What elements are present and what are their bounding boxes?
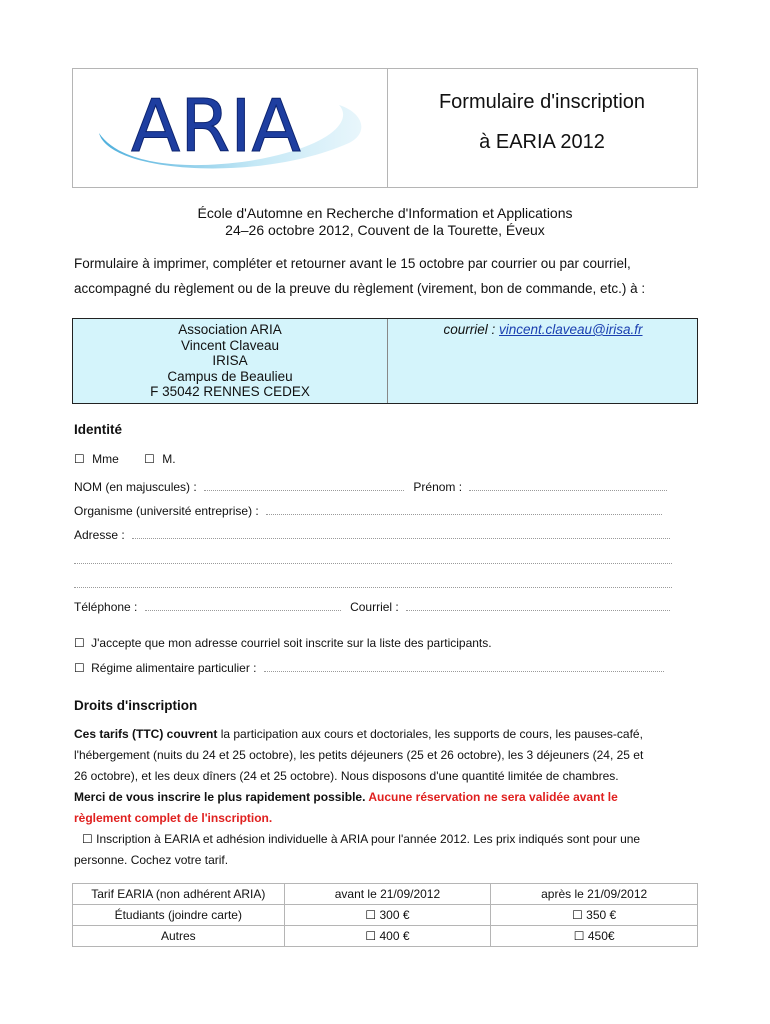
organisme-row: [74, 503, 662, 518]
address-line: Campus de Beaulieu: [167, 368, 293, 384]
email-label: courriel :: [443, 322, 499, 337]
regime-field[interactable]: [264, 660, 664, 672]
regime-label: Régime alimentaire particulier :: [91, 661, 257, 675]
address-line: IRISA: [212, 353, 248, 368]
table-header: après le 21/09/2012: [491, 884, 698, 905]
droits-p3: 26 octobre), et les deux dîners (24 et 25 octobre). Nous disposons d'une quantité limitée de chambres.: [74, 769, 619, 783]
adresse-label: Adresse :: [74, 528, 125, 542]
telephone-field[interactable]: [145, 599, 341, 611]
table-row: [73, 905, 698, 926]
adresse-field-line2[interactable]: [74, 563, 672, 564]
checkbox-mme[interactable]: ☐: [74, 452, 85, 466]
address-divider: [387, 319, 388, 403]
nom-label: NOM (en majuscules) :: [74, 480, 197, 494]
instructions-line2: accompagné du règlement ou de la preuve du règlement (virement, bon de commande, etc.) à :: [74, 281, 646, 296]
warning-text: Aucune réservation ne sera validée avant le: [365, 790, 618, 804]
regime-row: [74, 660, 664, 675]
address-line: Vincent Claveau: [180, 337, 280, 353]
address-box: [72, 318, 698, 404]
label-mme: Mme: [92, 452, 119, 466]
price-value: 400 €: [379, 929, 410, 943]
row-label: Étudiants (joindre carte): [73, 905, 285, 926]
warning-text-2: règlement complet de l'inscription.: [74, 811, 273, 825]
table-row: [73, 926, 698, 947]
checkbox-price[interactable]: ☐: [573, 929, 585, 943]
adresse-field-line3[interactable]: [74, 587, 672, 588]
droits-p1-bold: Ces tarifs (TTC) couvrent: [74, 727, 218, 741]
droits-p6: Inscription à EARIA et adhésion individuelle à ARIA pour l'année 2012. Les prix indiqués sont pour une: [96, 832, 641, 846]
courriel-field[interactable]: [406, 599, 670, 611]
header-box: [72, 68, 698, 188]
droits-p2: l'hébergement (nuits du 24 et 25 octobre), les petits déjeuners (25 et 26 octobre), les 3 déjeuners (24, 25 et: [74, 748, 644, 762]
form-title-line2: à EARIA 2012: [479, 131, 605, 153]
price-option-autres-after[interactable]: [491, 926, 698, 947]
adresse-row: [74, 527, 670, 542]
row-label: Autres: [73, 926, 285, 947]
checkbox-price[interactable]: ☐: [572, 908, 583, 922]
event-dates-place: 24–26 octobre 2012, Couvent de la Tourette, Éveux: [225, 222, 545, 238]
instructions-line1: Formulaire à imprimer, compléter et retourner avant le 15 octobre par courrier ou par courriel,: [74, 256, 631, 271]
header-divider: [387, 69, 388, 187]
email-link[interactable]: vincent.claveau@irisa.fr: [499, 322, 643, 337]
droits-p4-bold: Merci de vous inscrire le plus rapidement possible.: [74, 790, 366, 804]
droits-text: [74, 724, 694, 871]
table-header: Tarif EARIA (non adhérent ARIA): [73, 884, 285, 905]
droits-p7: personne. Cochez votre tarif.: [74, 853, 229, 867]
checkbox-regime[interactable]: ☐: [74, 661, 85, 675]
nom-field[interactable]: [204, 479, 404, 491]
event-name: École d'Automne en Recherche d'Information et Applications: [197, 205, 573, 221]
table-header-row: [73, 884, 698, 905]
form-title-line1: Formulaire d'inscription: [438, 91, 646, 113]
droits-heading: Droits d'inscription: [74, 698, 198, 713]
organisme-field[interactable]: [266, 503, 662, 515]
email-contact: [389, 322, 697, 337]
price-value: 450€: [587, 929, 615, 943]
checkbox-inscription[interactable]: ☐: [82, 832, 93, 846]
postal-address: [73, 322, 387, 400]
telephone-label: Téléphone :: [74, 600, 138, 614]
organisme-label: Organisme (université entreprise) :: [74, 504, 259, 518]
identity-heading: Identité: [74, 422, 123, 437]
price-option-etudiant-after[interactable]: [491, 905, 698, 926]
nom-prenom-row: [74, 479, 667, 494]
svg-text:ARIA: ARIA: [131, 84, 301, 168]
courriel-label: Courriel :: [350, 600, 399, 614]
price-value: 300 €: [379, 908, 410, 922]
title-choice: [74, 452, 176, 466]
table-header: avant le 21/09/2012: [284, 884, 491, 905]
telephone-courriel-row: [74, 599, 670, 614]
checkbox-price[interactable]: ☐: [365, 908, 377, 922]
label-m: M.: [162, 452, 176, 466]
price-table: [72, 883, 698, 947]
accept-row: [74, 636, 492, 650]
instructions: [74, 251, 694, 301]
address-line: Association ARIA: [178, 322, 282, 337]
price-option-autres-before[interactable]: [284, 926, 491, 947]
price-value: 350 €: [586, 908, 617, 922]
aria-logo: [79, 73, 379, 183]
accept-label: J'accepte que mon adresse courriel soit inscrite sur la liste des participants.: [91, 636, 492, 650]
checkbox-price[interactable]: ☐: [365, 929, 377, 943]
address-line: F 35042 RENNES CEDEX: [150, 384, 310, 399]
checkbox-accept[interactable]: ☐: [74, 636, 85, 650]
prenom-field[interactable]: [469, 479, 667, 491]
checkbox-m[interactable]: ☐: [144, 452, 155, 466]
prenom-label: Prénom :: [413, 480, 463, 494]
droits-p1: la participation aux cours et doctoriales, les supports de cours, les pauses-café,: [217, 727, 643, 741]
adresse-field[interactable]: [132, 527, 670, 539]
price-option-etudiant-before[interactable]: [284, 905, 491, 926]
